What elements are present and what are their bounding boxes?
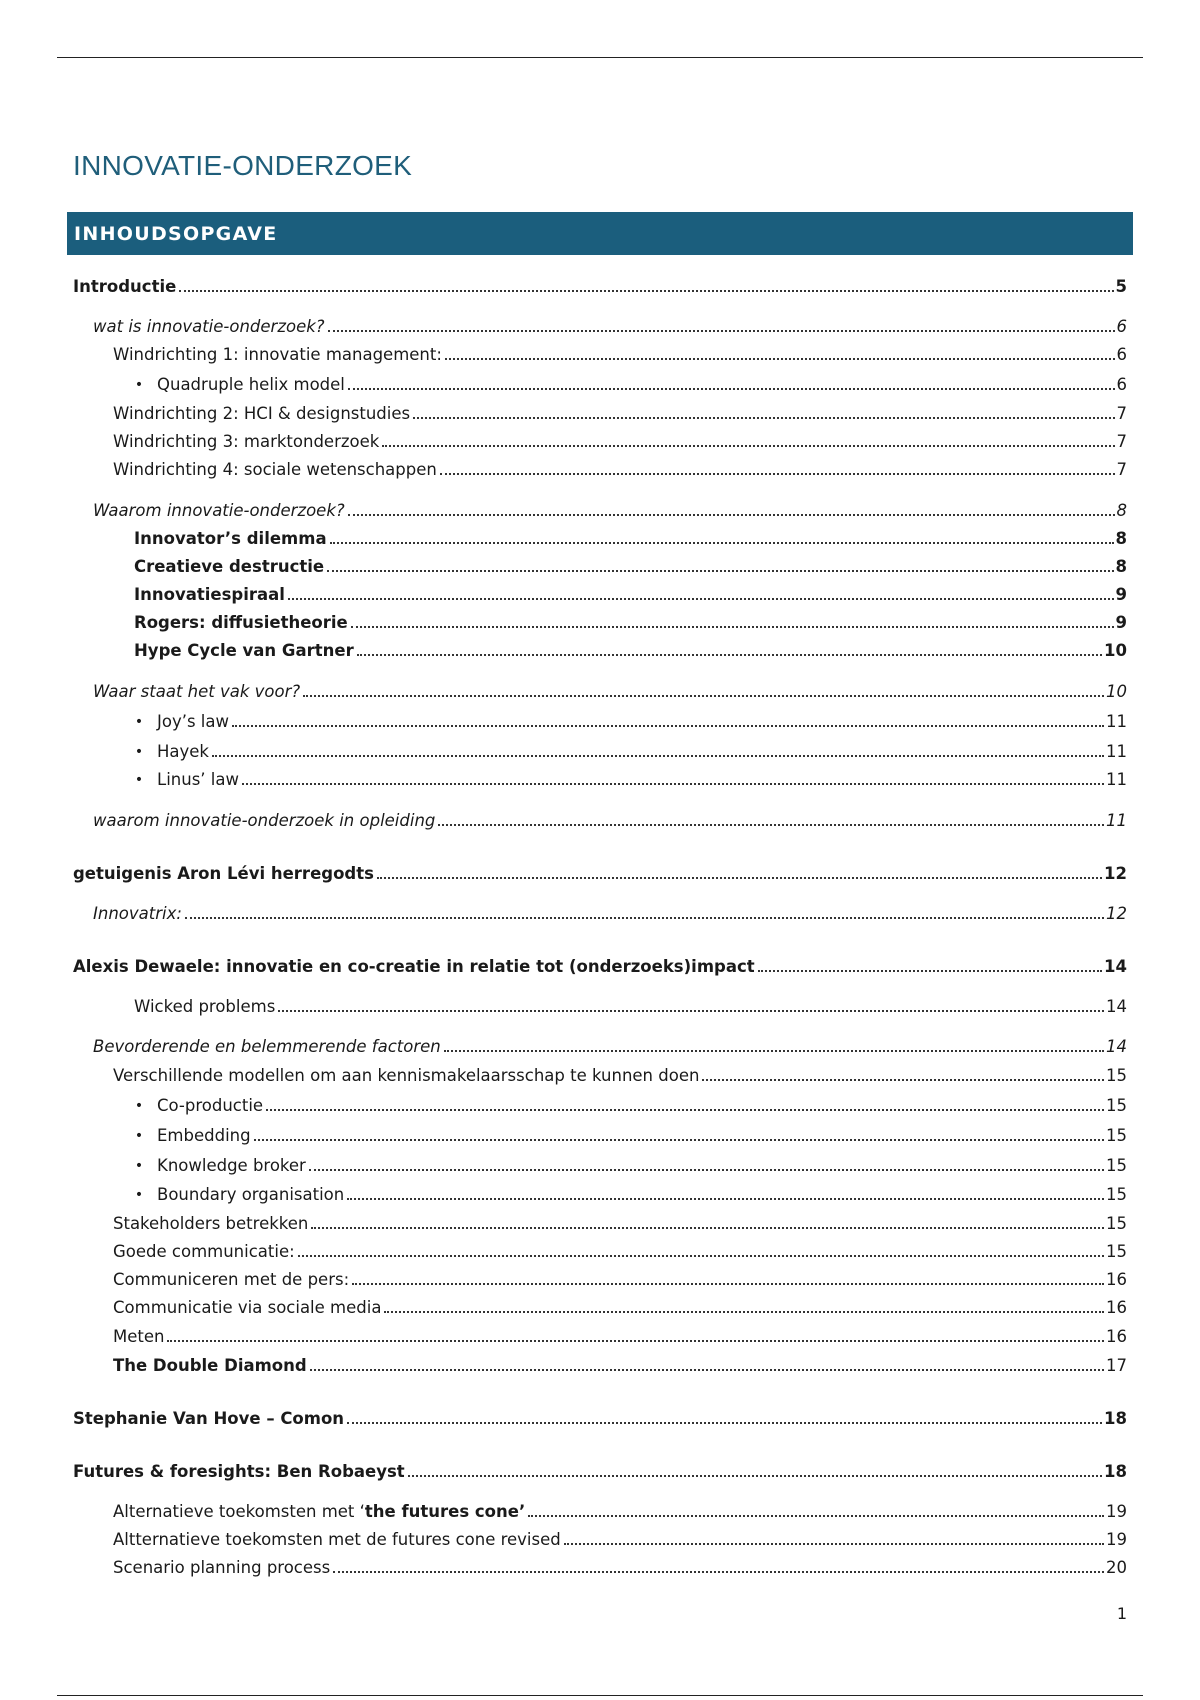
toc-entry[interactable] xyxy=(121,762,1127,790)
toc-entry-label: getuigenis Aron Lévi herregodts xyxy=(73,864,374,883)
dot-leader xyxy=(266,1109,1104,1111)
dot-leader xyxy=(357,654,1102,656)
toc-entry[interactable] xyxy=(113,1348,1127,1376)
toc-entry-label: Communicatie via sociale media xyxy=(113,1298,382,1317)
toc-entry[interactable] xyxy=(121,1118,1127,1146)
toc-entry-label: Rogers: diffusietheorie xyxy=(134,613,348,632)
toc-entry-label xyxy=(113,1502,525,1522)
toc-entry[interactable] xyxy=(113,1058,1127,1086)
toc-entry-label: Co-productie xyxy=(157,1096,264,1115)
toc-entry[interactable] xyxy=(113,1522,1127,1550)
toc-entry-label: Scenario planning process xyxy=(113,1558,331,1577)
toc-entry[interactable] xyxy=(73,856,1127,884)
toc-entry-page: 19 xyxy=(1106,1530,1127,1549)
toc-entry-page: 8 xyxy=(1115,557,1127,576)
dot-leader xyxy=(232,725,1104,727)
toc-entry-label: waarom innovatie-onderzoek in opleiding xyxy=(93,811,436,830)
toc-entry[interactable] xyxy=(113,1290,1127,1318)
dot-leader xyxy=(384,1311,1104,1313)
toc-entry[interactable] xyxy=(113,1319,1127,1347)
toc-entry-label: Alexis Dewaele: innovatie en co-creatie in relatie tot (onderzoeks)impact xyxy=(73,957,755,976)
document-title: INNOVATIE-ONDERZOEK xyxy=(73,150,413,181)
toc-entry-label: Altternatieve toekomsten met de futures cone revised xyxy=(113,1530,561,1549)
toc-entry[interactable] xyxy=(113,1550,1127,1578)
toc-entry-label: Bevorderende en belemmerende factoren xyxy=(93,1037,441,1056)
dot-leader xyxy=(352,1283,1104,1285)
toc-entry-label: Waarom innovatie-onderzoek? xyxy=(93,501,345,520)
toc-entry-label: Embedding xyxy=(157,1126,251,1145)
toc-entry-label: Knowledge broker xyxy=(157,1156,306,1175)
toc-entry[interactable] xyxy=(93,493,1127,521)
toc-entry-page: 10 xyxy=(1104,641,1127,660)
toc-entry[interactable] xyxy=(113,337,1127,365)
toc-entry-label: Innovatiespiraal xyxy=(134,585,285,604)
toc-entry[interactable] xyxy=(113,1494,1127,1522)
toc-entry[interactable] xyxy=(73,1401,1127,1429)
toc-entry-label: Innovator’s dilemma xyxy=(134,529,327,548)
dot-leader xyxy=(309,1169,1104,1171)
toc-entry-page: 18 xyxy=(1104,1462,1127,1481)
toc-entry-label: Stephanie Van Hove – Comon xyxy=(73,1409,345,1428)
toc-entry-label: Stakeholders betrekken xyxy=(113,1214,309,1233)
dot-leader xyxy=(440,473,1115,475)
toc-entry-page: 14 xyxy=(1104,957,1127,976)
dot-leader xyxy=(167,1340,1104,1342)
bullet-icon: • xyxy=(134,714,144,730)
toc-entry-page: 15 xyxy=(1106,1126,1127,1145)
dot-leader xyxy=(347,1422,1102,1424)
bullet-icon: • xyxy=(134,744,144,760)
toc-entry-label: Communiceren met de pers: xyxy=(113,1270,350,1289)
toc-entry-label: Windrichting 2: HCI & designstudies xyxy=(113,404,411,423)
toc-entry[interactable] xyxy=(121,734,1127,762)
dot-leader xyxy=(382,445,1114,447)
dot-leader xyxy=(310,1369,1104,1371)
toc-entry-page: 6 xyxy=(1116,375,1127,394)
toc-entry-page: 10 xyxy=(1106,682,1127,701)
dot-leader xyxy=(348,514,1115,516)
toc-entry-page: 18 xyxy=(1104,1409,1127,1428)
toc-entry-label: Futures & foresights: Ben Robaeyst xyxy=(73,1462,405,1481)
toc-entry-page: 11 xyxy=(1106,742,1127,761)
dot-leader xyxy=(330,542,1114,544)
dot-leader xyxy=(444,1050,1104,1052)
toc-entry-page: 19 xyxy=(1106,1502,1127,1521)
toc-heading: INHOUDSOPGAVE xyxy=(74,222,278,245)
dot-leader xyxy=(438,824,1104,826)
toc-entry-label: Windrichting 3: marktonderzoek xyxy=(113,432,380,451)
bottom-rule xyxy=(57,1695,1143,1696)
dot-leader xyxy=(242,783,1104,785)
toc-entry[interactable] xyxy=(93,309,1127,337)
bullet-icon: • xyxy=(134,1098,144,1114)
dot-leader xyxy=(348,388,1115,390)
toc-entry[interactable] xyxy=(134,549,1127,577)
toc-entry-page: 11 xyxy=(1106,712,1127,731)
toc-entry-label-text: Alternatieve toekomsten met ‘ xyxy=(113,1502,365,1521)
toc-entry-label: Windrichting 4: sociale wetenschappen xyxy=(113,460,437,479)
toc-entry-label: wat is innovatie-onderzoek? xyxy=(93,317,325,336)
dot-leader xyxy=(278,1010,1104,1012)
toc-entry-page: 5 xyxy=(1115,277,1127,296)
bullet-icon: • xyxy=(134,1128,144,1144)
toc-entry[interactable] xyxy=(93,1029,1127,1057)
toc-entry-page: 12 xyxy=(1106,904,1127,923)
toc-entry[interactable] xyxy=(113,396,1127,424)
toc-entry-page: 15 xyxy=(1106,1156,1127,1175)
toc-entry-label: Goede communicatie: xyxy=(113,1242,295,1261)
toc-entry-label: Linus’ law xyxy=(157,770,239,789)
toc-entry[interactable] xyxy=(121,1088,1127,1116)
dot-leader xyxy=(758,970,1102,972)
toc-entry-page: 15 xyxy=(1106,1066,1127,1085)
toc-entry-page: 20 xyxy=(1106,1558,1127,1577)
toc-entry[interactable] xyxy=(121,367,1127,395)
toc-entry[interactable] xyxy=(121,704,1127,732)
dot-leader xyxy=(179,290,1113,292)
toc-entry-page: 16 xyxy=(1106,1327,1127,1346)
dot-leader xyxy=(311,1227,1104,1229)
dot-leader xyxy=(351,626,1114,628)
toc-entry[interactable] xyxy=(134,605,1127,633)
page-number: 1 xyxy=(1116,1604,1127,1623)
toc-entry-label: Joy’s law xyxy=(157,712,230,731)
toc-entry[interactable] xyxy=(134,577,1127,605)
toc-entry-label: Waar staat het vak voor? xyxy=(93,682,301,701)
dot-leader xyxy=(254,1139,1104,1141)
dot-leader xyxy=(528,1515,1104,1517)
dot-leader xyxy=(298,1255,1104,1257)
toc-entry[interactable] xyxy=(113,424,1127,452)
dot-leader xyxy=(212,755,1104,757)
toc-entry-page: 9 xyxy=(1115,613,1127,632)
dot-leader xyxy=(333,1571,1104,1573)
toc-entry-label: Verschillende modellen om aan kennismakelaarsschap te kunnen doen xyxy=(113,1066,700,1085)
toc-entry-label: Quadruple helix model xyxy=(157,375,345,394)
bullet-icon: • xyxy=(134,1187,144,1203)
toc-entry-label: Innovatrix: xyxy=(93,904,182,923)
toc-entry-label: Introductie xyxy=(73,277,177,296)
dot-leader xyxy=(702,1079,1104,1081)
dot-leader xyxy=(413,417,1114,419)
dot-leader xyxy=(377,877,1102,879)
toc-entry-label: Wicked problems xyxy=(134,997,276,1016)
bullet-icon: • xyxy=(134,772,144,788)
toc-entry-label: Boundary organisation xyxy=(157,1185,345,1204)
dot-leader xyxy=(564,1543,1104,1545)
toc-entry[interactable] xyxy=(113,1206,1127,1234)
dot-leader xyxy=(288,598,1114,600)
toc-entry[interactable] xyxy=(73,269,1127,297)
dot-leader xyxy=(445,358,1115,360)
toc-entry[interactable] xyxy=(134,989,1127,1017)
bullet-icon: • xyxy=(134,1158,144,1174)
toc-entry-label: Windrichting 1: innovatie management: xyxy=(113,345,442,364)
toc-entry-page: 15 xyxy=(1106,1185,1127,1204)
toc-entry[interactable] xyxy=(134,521,1127,549)
toc-entry-label: Hype Cycle van Gartner xyxy=(134,641,354,660)
toc-entry-label: Hayek xyxy=(157,742,209,761)
toc-entry-page: 16 xyxy=(1106,1270,1127,1289)
toc-entry[interactable] xyxy=(121,1177,1127,1205)
toc-entry-label: Creatieve destructie xyxy=(134,557,325,576)
toc-entry-page: 7 xyxy=(1116,432,1127,451)
toc-entry[interactable] xyxy=(93,674,1127,702)
toc-entry-page: 11 xyxy=(1106,811,1127,830)
toc-entry-page: 7 xyxy=(1116,404,1127,423)
toc-entry[interactable] xyxy=(93,896,1127,924)
toc-entry[interactable] xyxy=(121,1148,1127,1176)
bullet-icon: • xyxy=(134,377,144,393)
toc-entry[interactable] xyxy=(93,803,1127,831)
toc-entry-page: 7 xyxy=(1116,460,1127,479)
toc-entry-label: Meten xyxy=(113,1327,165,1346)
toc-entry-label: The Double Diamond xyxy=(113,1356,307,1375)
toc-entry-page: 15 xyxy=(1106,1242,1127,1261)
toc-entry-page: 15 xyxy=(1106,1214,1127,1233)
toc-entry-page: 12 xyxy=(1104,864,1127,883)
toc-entry-page: 14 xyxy=(1106,997,1127,1016)
toc-entry-page: 15 xyxy=(1106,1096,1127,1115)
toc-entry-page: 6 xyxy=(1116,345,1127,364)
toc-entry-page: 16 xyxy=(1106,1298,1127,1317)
dot-leader xyxy=(408,1475,1102,1477)
toc-entry[interactable] xyxy=(73,1454,1127,1482)
dot-leader xyxy=(328,330,1115,332)
toc-entry[interactable] xyxy=(134,633,1127,661)
dot-leader xyxy=(303,695,1104,697)
toc-entry-page: 11 xyxy=(1106,770,1127,789)
toc-entry-page: 6 xyxy=(1116,317,1127,336)
toc-entry-page: 8 xyxy=(1116,501,1127,520)
dot-leader xyxy=(327,570,1113,572)
dot-leader xyxy=(185,917,1104,919)
toc-entry-page: 9 xyxy=(1115,585,1127,604)
toc-entry-page: 14 xyxy=(1106,1037,1127,1056)
toc-entry[interactable] xyxy=(73,949,1127,977)
toc-entry[interactable] xyxy=(113,452,1127,480)
toc-entry-label-emphasis: the futures cone’ xyxy=(364,1502,526,1521)
toc-entry-page: 17 xyxy=(1106,1356,1127,1375)
toc-entry-page: 8 xyxy=(1115,529,1127,548)
toc-entry[interactable] xyxy=(113,1234,1127,1262)
toc-entry[interactable] xyxy=(113,1262,1127,1290)
dot-leader xyxy=(347,1198,1104,1200)
